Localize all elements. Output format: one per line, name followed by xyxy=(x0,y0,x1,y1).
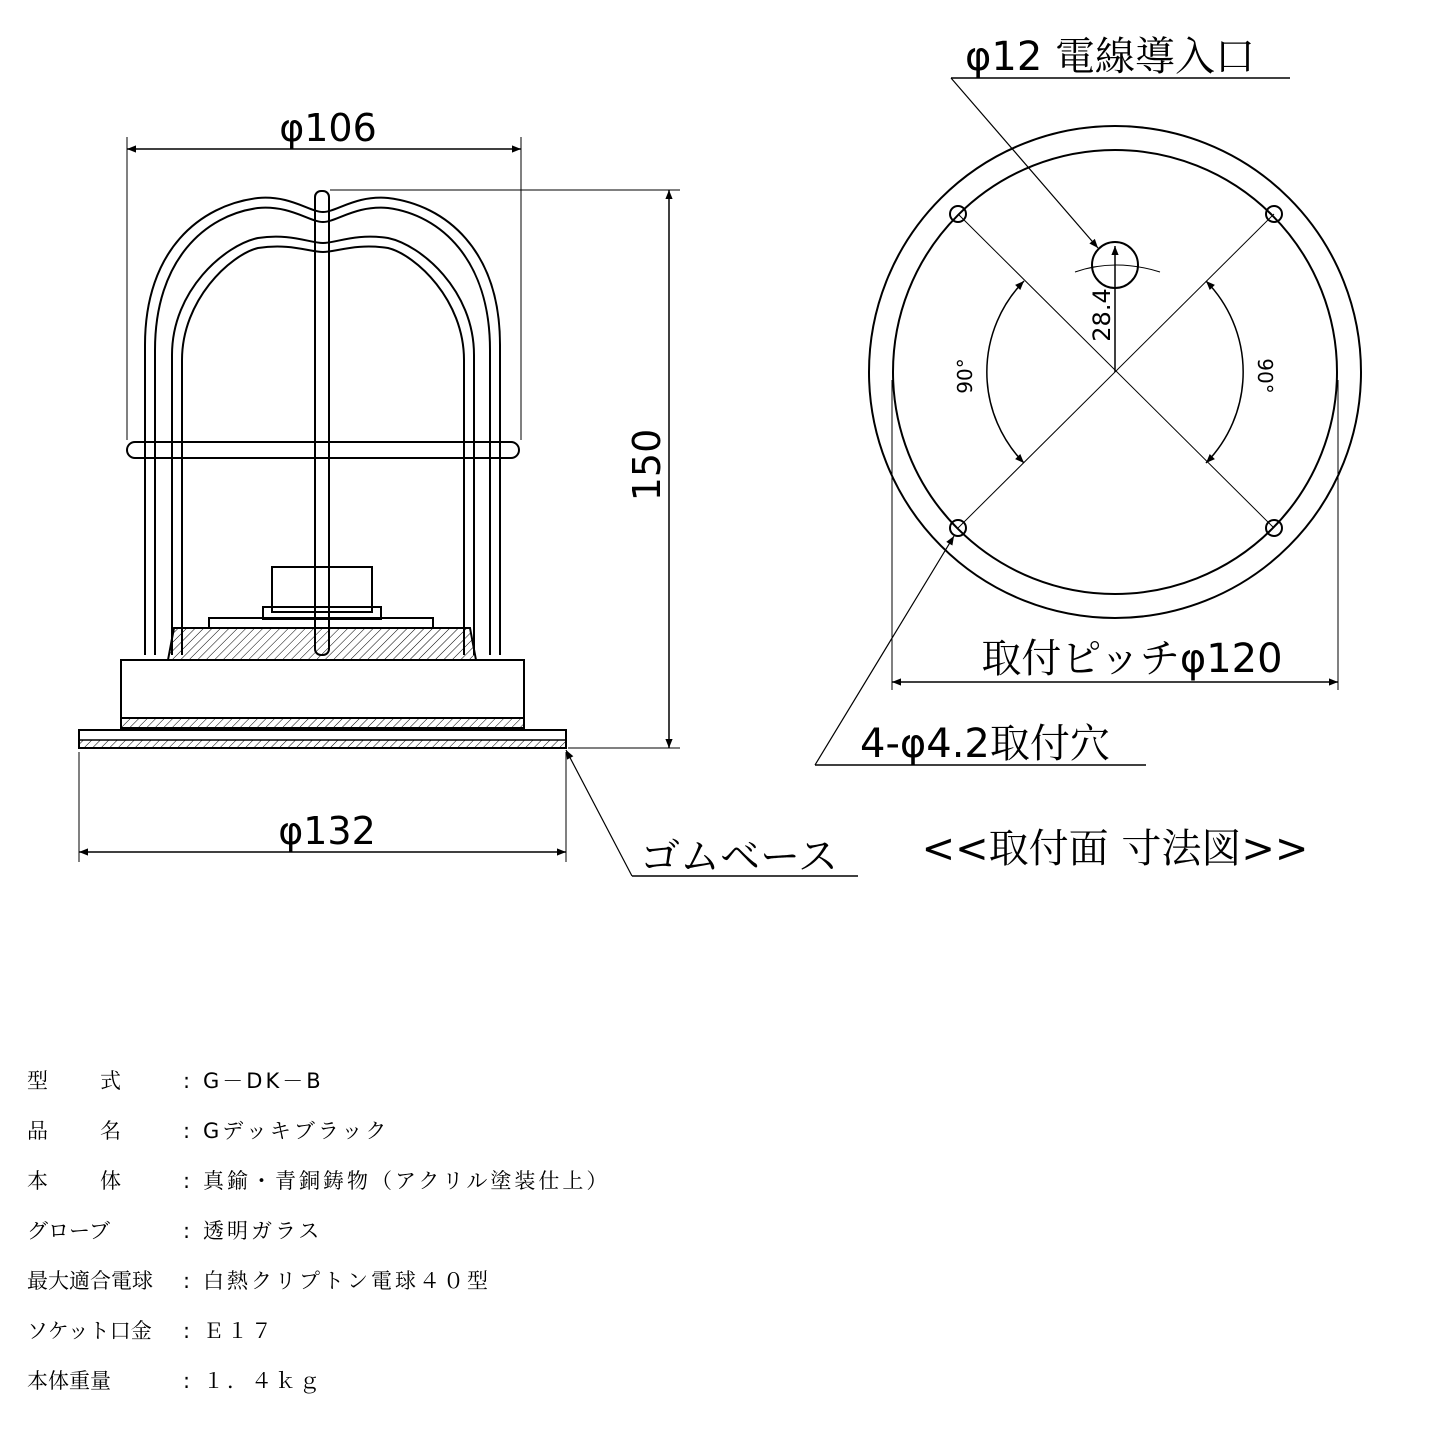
base-diameter-dimension xyxy=(79,752,566,862)
spec-row xyxy=(27,1066,727,1116)
spec-table xyxy=(27,1066,727,1416)
spec-row xyxy=(27,1316,727,1366)
rubber-base-label: ゴムベース xyxy=(640,834,838,880)
spec-value: 真鍮・青銅鋳物（アクリル塗装仕上） xyxy=(203,1169,611,1193)
holes-label: 4-φ4.2取付穴 xyxy=(860,721,1110,767)
spec-row xyxy=(27,1116,727,1166)
wire-guard-cage xyxy=(127,191,519,655)
mounting-view-title: <<取付面 寸法図>> xyxy=(921,826,1309,872)
spec-value: 白熱クリプトン電球４０型 xyxy=(203,1269,491,1293)
angle-right-label: 90° xyxy=(1253,358,1277,394)
cable-entry-callout xyxy=(951,34,1290,248)
body-base xyxy=(79,660,566,748)
mounting-face-view xyxy=(815,34,1361,872)
top-diameter-dimension xyxy=(127,106,521,440)
spec-colon: : xyxy=(183,1219,191,1243)
angle-right xyxy=(1206,281,1277,463)
spec-row xyxy=(27,1216,727,1266)
spec-value: １．４ｋｇ xyxy=(203,1369,323,1393)
height-dimension xyxy=(330,190,680,748)
spec-colon: : xyxy=(183,1169,191,1193)
height-label: 150 xyxy=(625,428,669,502)
spec-label: 型式 xyxy=(27,1069,173,1093)
spec-colon: : xyxy=(183,1069,191,1093)
cable-entry-label: φ12 電線導入口 xyxy=(965,34,1255,80)
angle-left xyxy=(953,281,1024,463)
spec-label: グローブ xyxy=(27,1219,110,1243)
spec-value: Ｅ１７ xyxy=(203,1319,275,1343)
spec-value: Gデッキブラック xyxy=(203,1119,390,1143)
spec-label: 最大適合電球 xyxy=(27,1269,153,1293)
spec-colon: : xyxy=(183,1319,191,1343)
spec-row xyxy=(27,1266,727,1316)
spec-colon: : xyxy=(183,1269,191,1293)
angle-left-label: 90° xyxy=(953,358,977,394)
socket-assembly xyxy=(168,567,476,660)
cable-entry-hole xyxy=(1075,242,1160,372)
spec-colon: : xyxy=(183,1119,191,1143)
spec-row xyxy=(27,1166,727,1216)
spec-value: 透明ガラス xyxy=(203,1219,323,1243)
side-view xyxy=(79,106,858,880)
pitch-label: 取付ピッチφ120 xyxy=(981,636,1283,682)
spec-label: 本体 xyxy=(27,1169,173,1193)
spec-label: 品名 xyxy=(27,1119,173,1143)
spec-value: G－DK－B xyxy=(203,1069,324,1093)
rubber-base-callout xyxy=(566,750,858,880)
spec-colon: : xyxy=(183,1369,191,1393)
base-diameter-label: φ132 xyxy=(278,809,376,853)
offset-label: 28.4 xyxy=(1088,288,1116,342)
top-diameter-label: φ106 xyxy=(279,106,377,150)
spec-label: ソケット口金 xyxy=(27,1319,152,1343)
spec-label: 本体重量 xyxy=(27,1369,111,1393)
spec-row xyxy=(27,1366,727,1416)
